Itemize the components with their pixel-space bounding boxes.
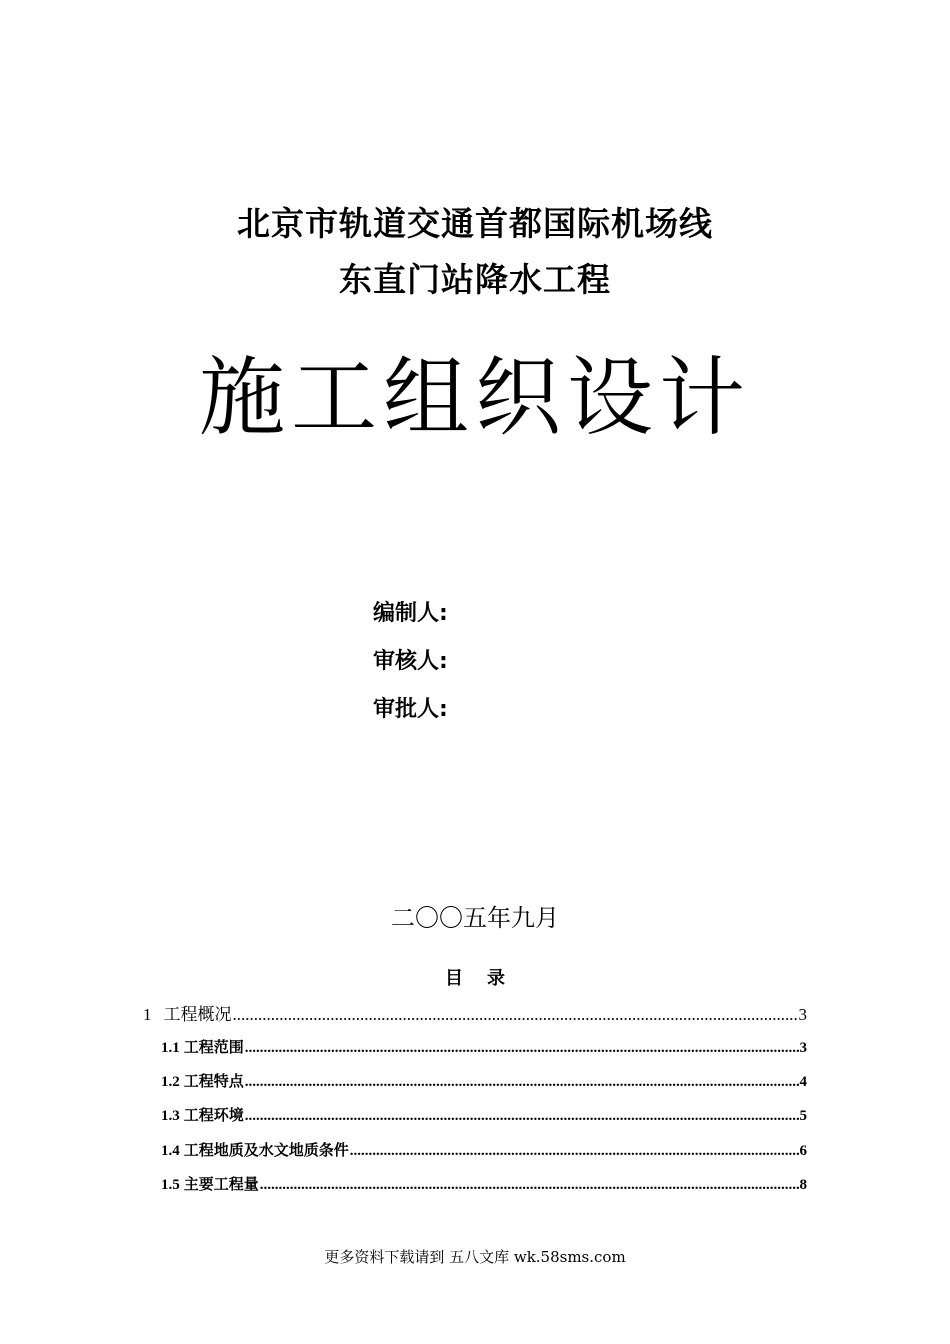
toc-entry-number: 1.3 <box>161 1108 180 1124</box>
toc-entry-title: 工程地质及水文地质条件 <box>183 1143 349 1159</box>
toc-entry-1-2[interactable] <box>161 1070 807 1091</box>
toc-leader-dots <box>245 1108 799 1125</box>
toc-heading-char-1: 目 <box>445 968 463 989</box>
document-main-title: 施工组织设计 <box>199 348 751 448</box>
reviewer-label: 审核人: <box>373 649 448 674</box>
footer-download-note: 更多资料下载请到 五八文库 wk.58sms.com <box>324 1248 626 1266</box>
project-title-line-2: 东直门站降水工程 <box>339 260 611 299</box>
toc-entry-page: 6 <box>799 1143 807 1159</box>
toc-entry-1-3[interactable] <box>161 1104 807 1125</box>
toc-heading-char-2: 录 <box>487 968 505 989</box>
toc-leader-dots <box>350 1143 799 1160</box>
approver-label: 审批人: <box>373 697 448 722</box>
toc-entry-title: 工程概况 <box>163 1005 232 1024</box>
toc-entry-number: 1 <box>143 1005 152 1024</box>
toc-entry-page: 3 <box>798 1005 807 1024</box>
document-date: 二〇〇五年九月 <box>391 904 559 932</box>
compiler-label: 编制人: <box>373 601 448 626</box>
toc-entry-number: 1.5 <box>161 1177 180 1193</box>
toc-entry-1-1[interactable] <box>161 1036 807 1057</box>
toc-entry-number: 1.1 <box>161 1040 180 1056</box>
toc-entry-title: 工程特点 <box>183 1074 244 1090</box>
toc-entry-1-4[interactable] <box>161 1139 807 1160</box>
toc-leader-dots <box>245 1040 799 1057</box>
project-title-line-1: 北京市轨道交通首都国际机场线 <box>237 204 713 243</box>
toc-leader-dots <box>260 1177 799 1194</box>
toc-leader-dots <box>233 1005 798 1025</box>
toc-entry-title: 主要工程量 <box>183 1177 259 1193</box>
toc-entry-page: 8 <box>799 1177 807 1193</box>
toc-entry-page: 4 <box>799 1074 807 1090</box>
toc-heading <box>0 964 950 990</box>
toc-entry-1-5[interactable] <box>161 1173 807 1194</box>
toc-entry-title: 工程环境 <box>183 1108 244 1124</box>
toc-entry-number: 1.4 <box>161 1143 180 1159</box>
toc-entry-1[interactable] <box>143 1000 807 1025</box>
toc-leader-dots <box>245 1074 799 1091</box>
toc-entry-title: 工程范围 <box>183 1040 244 1056</box>
toc-entry-number: 1.2 <box>161 1074 180 1090</box>
toc-entry-page: 5 <box>799 1108 807 1124</box>
toc-entry-page: 3 <box>799 1040 807 1056</box>
